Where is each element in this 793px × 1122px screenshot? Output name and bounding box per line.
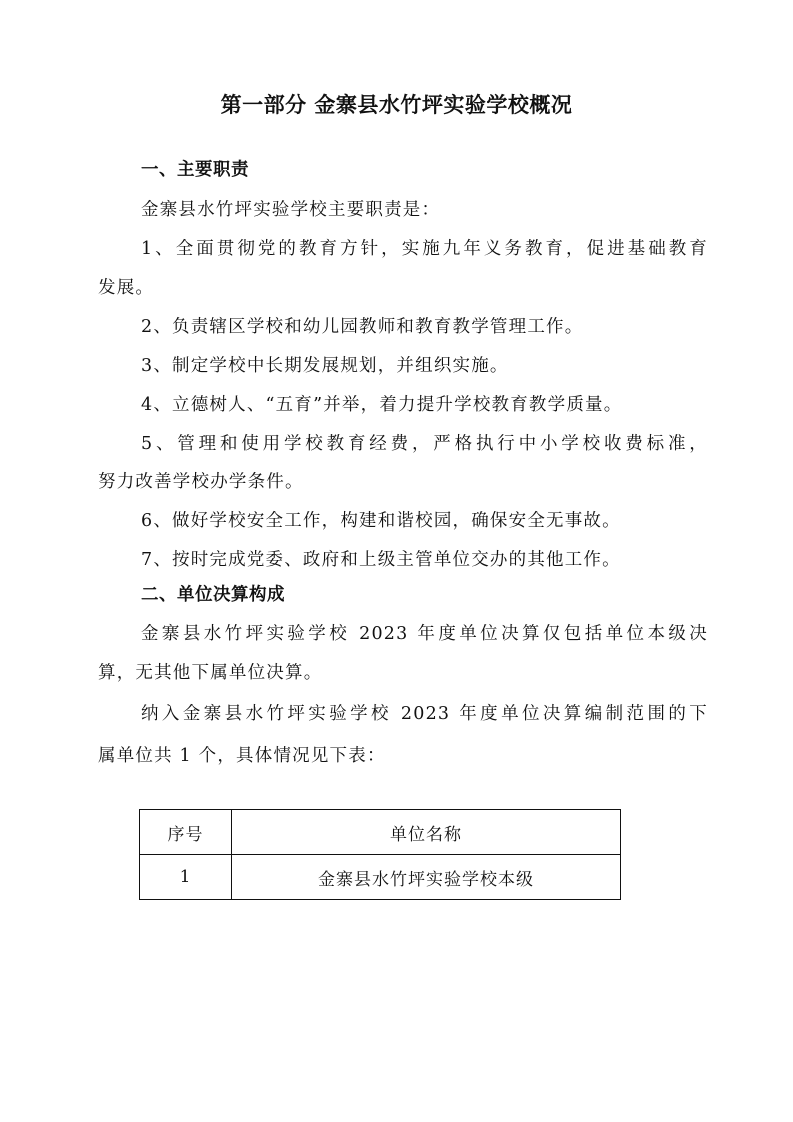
composition-paragraph-1: 金寨县水竹坪实验学校 2023 年度单位决算仅包括单位本级决 xyxy=(141,624,708,644)
section-heading-responsibilities: 一、主要职责 xyxy=(141,160,249,180)
composition-paragraph-2: 纳入金寨县水竹坪实验学校 2023 年度单位决算编制范围的下 xyxy=(141,704,708,724)
responsibility-item-5-continued: 努力改善学校办学条件。 xyxy=(98,472,304,492)
responsibility-item-3: 3、制定学校中长期发展规划，并组织实施。 xyxy=(141,356,509,376)
table-header-row xyxy=(140,810,621,855)
table-header-index: 序号 xyxy=(140,810,232,855)
table-cell-unit-name: 金寨县水竹坪实验学校本级 xyxy=(232,855,621,900)
responsibility-item-1: 1、全面贯彻党的教育方针，实施九年义务教育，促进基础教育 xyxy=(141,239,708,259)
composition-paragraph-2-continued: 属单位共 1 个，具体情况见下表： xyxy=(98,746,386,766)
subordinate-units-table xyxy=(139,809,621,900)
composition-paragraph-1-continued: 算，无其他下属单位决算。 xyxy=(98,663,323,683)
responsibility-item-1-continued: 发展。 xyxy=(98,278,155,298)
responsibility-item-6: 6、做好学校安全工作，构建和谐校园，确保安全无事故。 xyxy=(141,511,621,531)
table-cell-index: 1 xyxy=(140,855,232,900)
responsibility-item-4: 4、立德树人、“五育”并举，着力提升学校教育教学质量。 xyxy=(141,395,623,415)
page-title: 第一部分 金寨县水竹坪实验学校概况 xyxy=(220,93,573,117)
table-header-unit-name: 单位名称 xyxy=(232,810,621,855)
responsibilities-intro: 金寨县水竹坪实验学校主要职责是： xyxy=(141,200,441,220)
responsibility-item-5: 5、管理和使用学校教育经费，严格执行中小学校收费标准， xyxy=(141,434,708,454)
responsibility-item-2: 2、负责辖区学校和幼儿园教师和教育教学管理工作。 xyxy=(141,317,584,337)
section-heading-composition: 二、单位决算构成 xyxy=(141,585,285,605)
table-row xyxy=(140,855,621,900)
responsibility-item-7: 7、按时完成党委、政府和上级主管单位交办的其他工作。 xyxy=(141,550,621,570)
